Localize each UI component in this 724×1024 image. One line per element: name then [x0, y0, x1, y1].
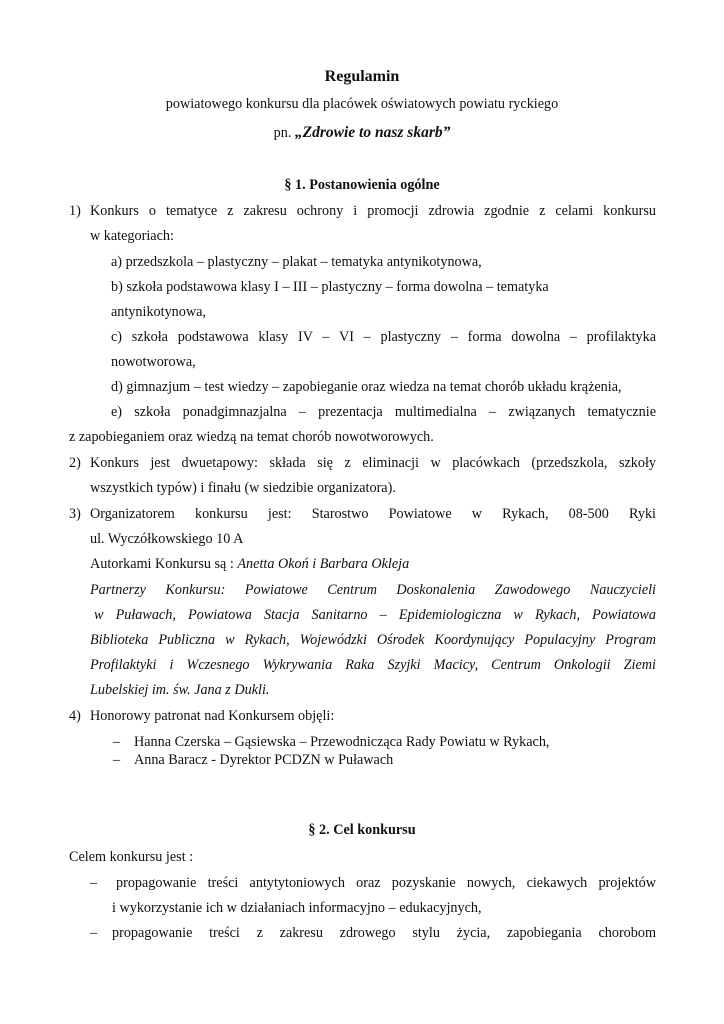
- patron-2: Anna Baracz - Dyrektor PCDZN w Puławach: [134, 752, 394, 768]
- category-b-line-2: antynikotynowa,: [111, 304, 206, 320]
- partners-line-3: Biblioteka Publiczna w Rykach, Wojewódzki Ośrodek Koordynujący Populacyjny Program: [90, 632, 656, 648]
- item-1-number: 1): [69, 203, 81, 219]
- goal-2-dash: –: [90, 925, 98, 941]
- item-4-line-1: Honorowy patronat nad Konkursem objęli:: [90, 708, 335, 724]
- section-1-heading: § 1. Postanowienia ogólne: [284, 177, 440, 193]
- item-4-number: 4): [69, 708, 81, 724]
- goal-1-dash: –: [90, 875, 98, 891]
- authors-label: Autorkami Konkursu są :: [90, 556, 234, 572]
- goals-intro: Celem konkursu jest :: [69, 849, 194, 865]
- contest-name-line: [0, 124, 724, 142]
- contest-name-prefix: pn.: [273, 125, 292, 141]
- goal-2-line-1: propagowanie treści z zakresu zdrowego stylu życia, zapobiegania chorobom: [112, 925, 656, 941]
- category-c-line-1: c) szkoła podstawowa klasy IV – VI – plastyczny – forma dowolna – profilaktyka: [111, 329, 656, 345]
- item-2-line-1: Konkurs jest dwuetapowy: składa się z eliminacji w placówkach (przedszkola, szkoły: [90, 455, 656, 471]
- goal-1-line-2: i wykorzystanie ich w działaniach informacyjno – edukacyjnych,: [112, 900, 482, 916]
- item-2-line-2: wszystkich typów) i finału (w siedzibie organizatora).: [90, 480, 396, 496]
- item-1-line-2: w kategoriach:: [90, 228, 174, 244]
- partners-line-1: Partnerzy Konkursu: Powiatowe Centrum Doskonalenia Zawodowego Nauczycieli: [90, 582, 656, 598]
- category-e-line-2: z zapobieganiem oraz wiedzą na temat chorób nowotworowych.: [69, 429, 434, 445]
- contest-name: „Zdrowie to nasz skarb”: [294, 124, 451, 141]
- item-3-line-2: ul. Wyczółkowskiego 10 A: [90, 531, 244, 547]
- authors-line: [90, 556, 409, 573]
- document-title: Regulamin: [324, 68, 400, 85]
- item-1-line-1: Konkurs o tematyce z zakresu ochrony i promocji zdrowia zgodnie z celami konkursu: [90, 203, 656, 219]
- category-b-line-1: b) szkoła podstawowa klasy I – III – plastyczny – forma dowolna – tematyka: [111, 279, 549, 295]
- document-subtitle: powiatowego konkursu dla placówek oświatowych powiatu ryckiego: [165, 96, 559, 112]
- partners-line-5: Lubelskiej im. św. Jana z Dukli.: [90, 682, 270, 698]
- item-2-number: 2): [69, 455, 81, 471]
- section-2-heading: § 2. Cel konkursu: [308, 822, 416, 838]
- category-c-line-2: nowotworowa,: [111, 354, 196, 370]
- partners-line-2: w Puławach, Powiatowa Stacja Sanitarno – Epidemiologiczna w Rykach, Powiatowa: [94, 607, 656, 623]
- item-3-line-1: Organizatorem konkursu jest: Starostwo Powiatowe w Rykach, 08-500 Ryki: [90, 506, 656, 522]
- authors-names: Anetta Okoń i Barbara Okleja: [237, 556, 410, 572]
- category-d: d) gimnazjum – test wiedzy – zapobieganie oraz wiedza na temat chorób układu krążenia,: [111, 379, 622, 395]
- patron-2-dash: –: [113, 752, 121, 768]
- goal-1-line-1: propagowanie treści antytytoniowych oraz pozyskanie nowych, ciekawych projektów: [116, 875, 656, 891]
- item-3-number: 3): [69, 506, 81, 522]
- category-a: a) przedszkola – plastyczny – plakat – tematyka antynikotynowa,: [111, 254, 482, 270]
- partners-line-4: Profilaktyki i Wczesnego Wykrywania Raka Szyjki Macicy, Centrum Onkologii Ziemi: [90, 657, 656, 673]
- patron-1: Hanna Czerska – Gąsiewska – Przewodnicząca Rady Powiatu w Rykach,: [134, 734, 550, 750]
- category-e-line-1: e) szkoła ponadgimnazjalna – prezentacja multimedialna – związanych tematycznie: [111, 404, 656, 420]
- patron-1-dash: –: [113, 734, 121, 750]
